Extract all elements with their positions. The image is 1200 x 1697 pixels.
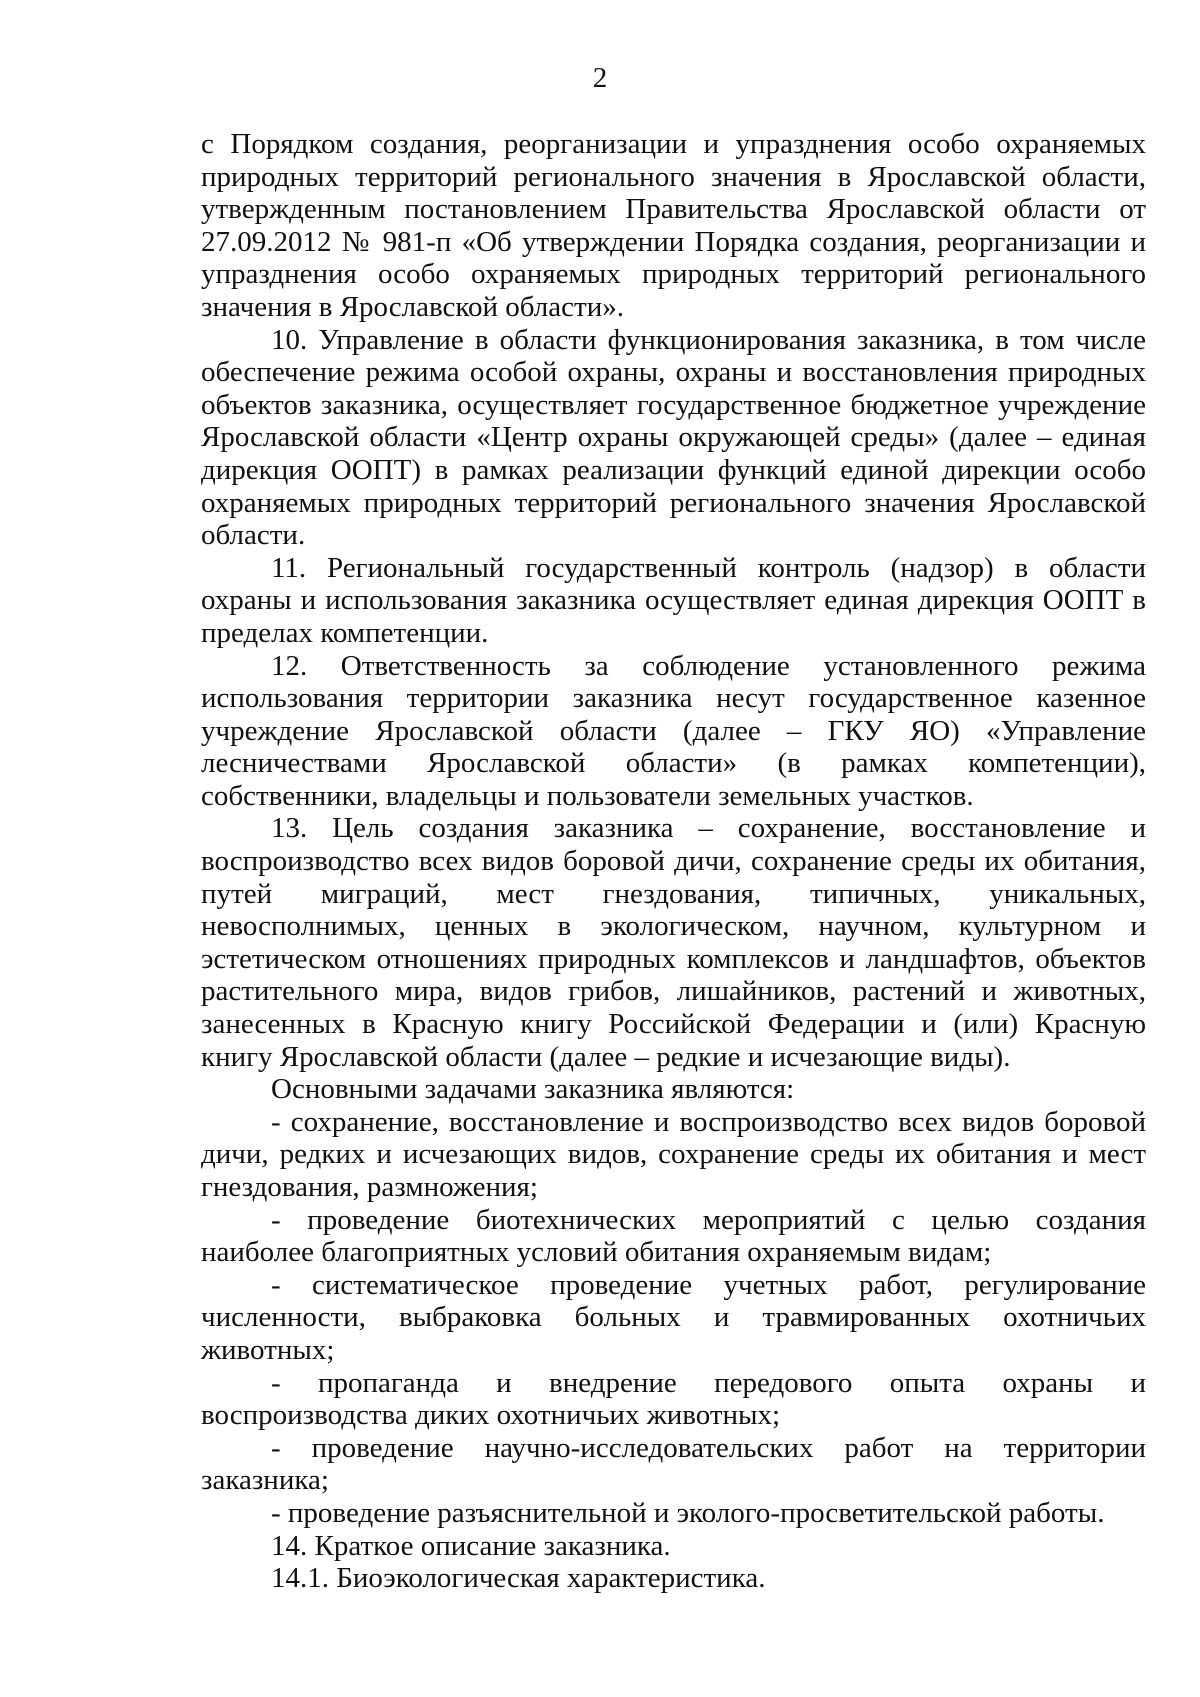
task-item: - сохранение, восстановление и воспроизводство всех видов боровой дичи, редких и исчезающих видов, сохранение среды их обитания и мест гнездования, размножения; [201,1105,1146,1203]
page-number: 2 [592,62,608,94]
task-item: - проведение научно-исследовательских работ на территории заказника; [201,1431,1146,1497]
task-item: - проведение биотехнических мероприятий с целью создания наиболее благоприятных условий обитания охраняемым видам; [201,1203,1146,1269]
paragraph-12-responsibility: 12. Ответственность за соблюдение установленного режима использования территории заказника несут государственное казенное учреждение Ярославской области (далее – ГКУ ЯО) «Управление лесничествами Ярославской области» (в рамках компетенции), собственники, владельцы и пользователи земельных участков. [201,649,1146,812]
paragraph-13-purpose: 13. Цель создания заказника – сохранение, восстановление и воспроизводство всех видов боровой дичи, сохранение среды их обитания, путей миграций, мест гнездования, типичных, уникальных, невосполнимых, ценных в экологическом, научном, культурном и эстетическом отношениях природных комплексов и ландшафтов, объектов растительного мира, видов грибов, лишайников, растений и животных, занесенных в Красную книгу Российской Федерации и (или) Красную книгу Ярославской области (далее – редкие и исчезающие виды). [201,812,1146,1073]
tasks-heading: Основными задачами заказника являются: [271,1073,795,1106]
task-item: - пропаганда и внедрение передового опыта охраны и воспроизводства диких охотничьих животных; [201,1366,1146,1432]
task-item: - проведение разъяснительной и эколого-просветительской работы. [271,1496,1105,1529]
document-body [201,128,1146,1595]
paragraph-order-reference: с Порядком создания, реорганизации и упразднения особо охраняемых природных территорий регионального значения в Ярославской области, утвержденным постановлением Правительства Ярославской области от 27.09.2012 № 981-п «Об утверждении Порядка создания, реорганизации и упразднения особо охраняемых природных территорий регионального значения в Ярославской области». [201,128,1146,323]
paragraph-14-description: 14. Краткое описание заказника. [271,1529,671,1562]
paragraph-10-management: 10. Управление в области функционирования заказника, в том числе обеспечение режима особой охраны, охраны и восстановления природных объектов заказника, осуществляет государственное бюджетное учреждение Ярославской области «Центр охраны окружающей среды» (далее – единая дирекция ООПТ) в рамках реализации функций единой дирекции особо охраняемых природных территорий регионального значения Ярославской области. [201,323,1146,552]
task-item: - систематическое проведение учетных работ, регулирование численности, выбраковка больных и травмированных охотничьих животных; [201,1268,1146,1366]
paragraph-14-1-bioecology: 14.1. Биоэкологическая характеристика. [271,1562,766,1595]
paragraph-11-control: 11. Региональный государственный контроль (надзор) в области охраны и использования заказника осуществляет единая дирекция ООПТ в пределах компетенции. [201,551,1146,649]
